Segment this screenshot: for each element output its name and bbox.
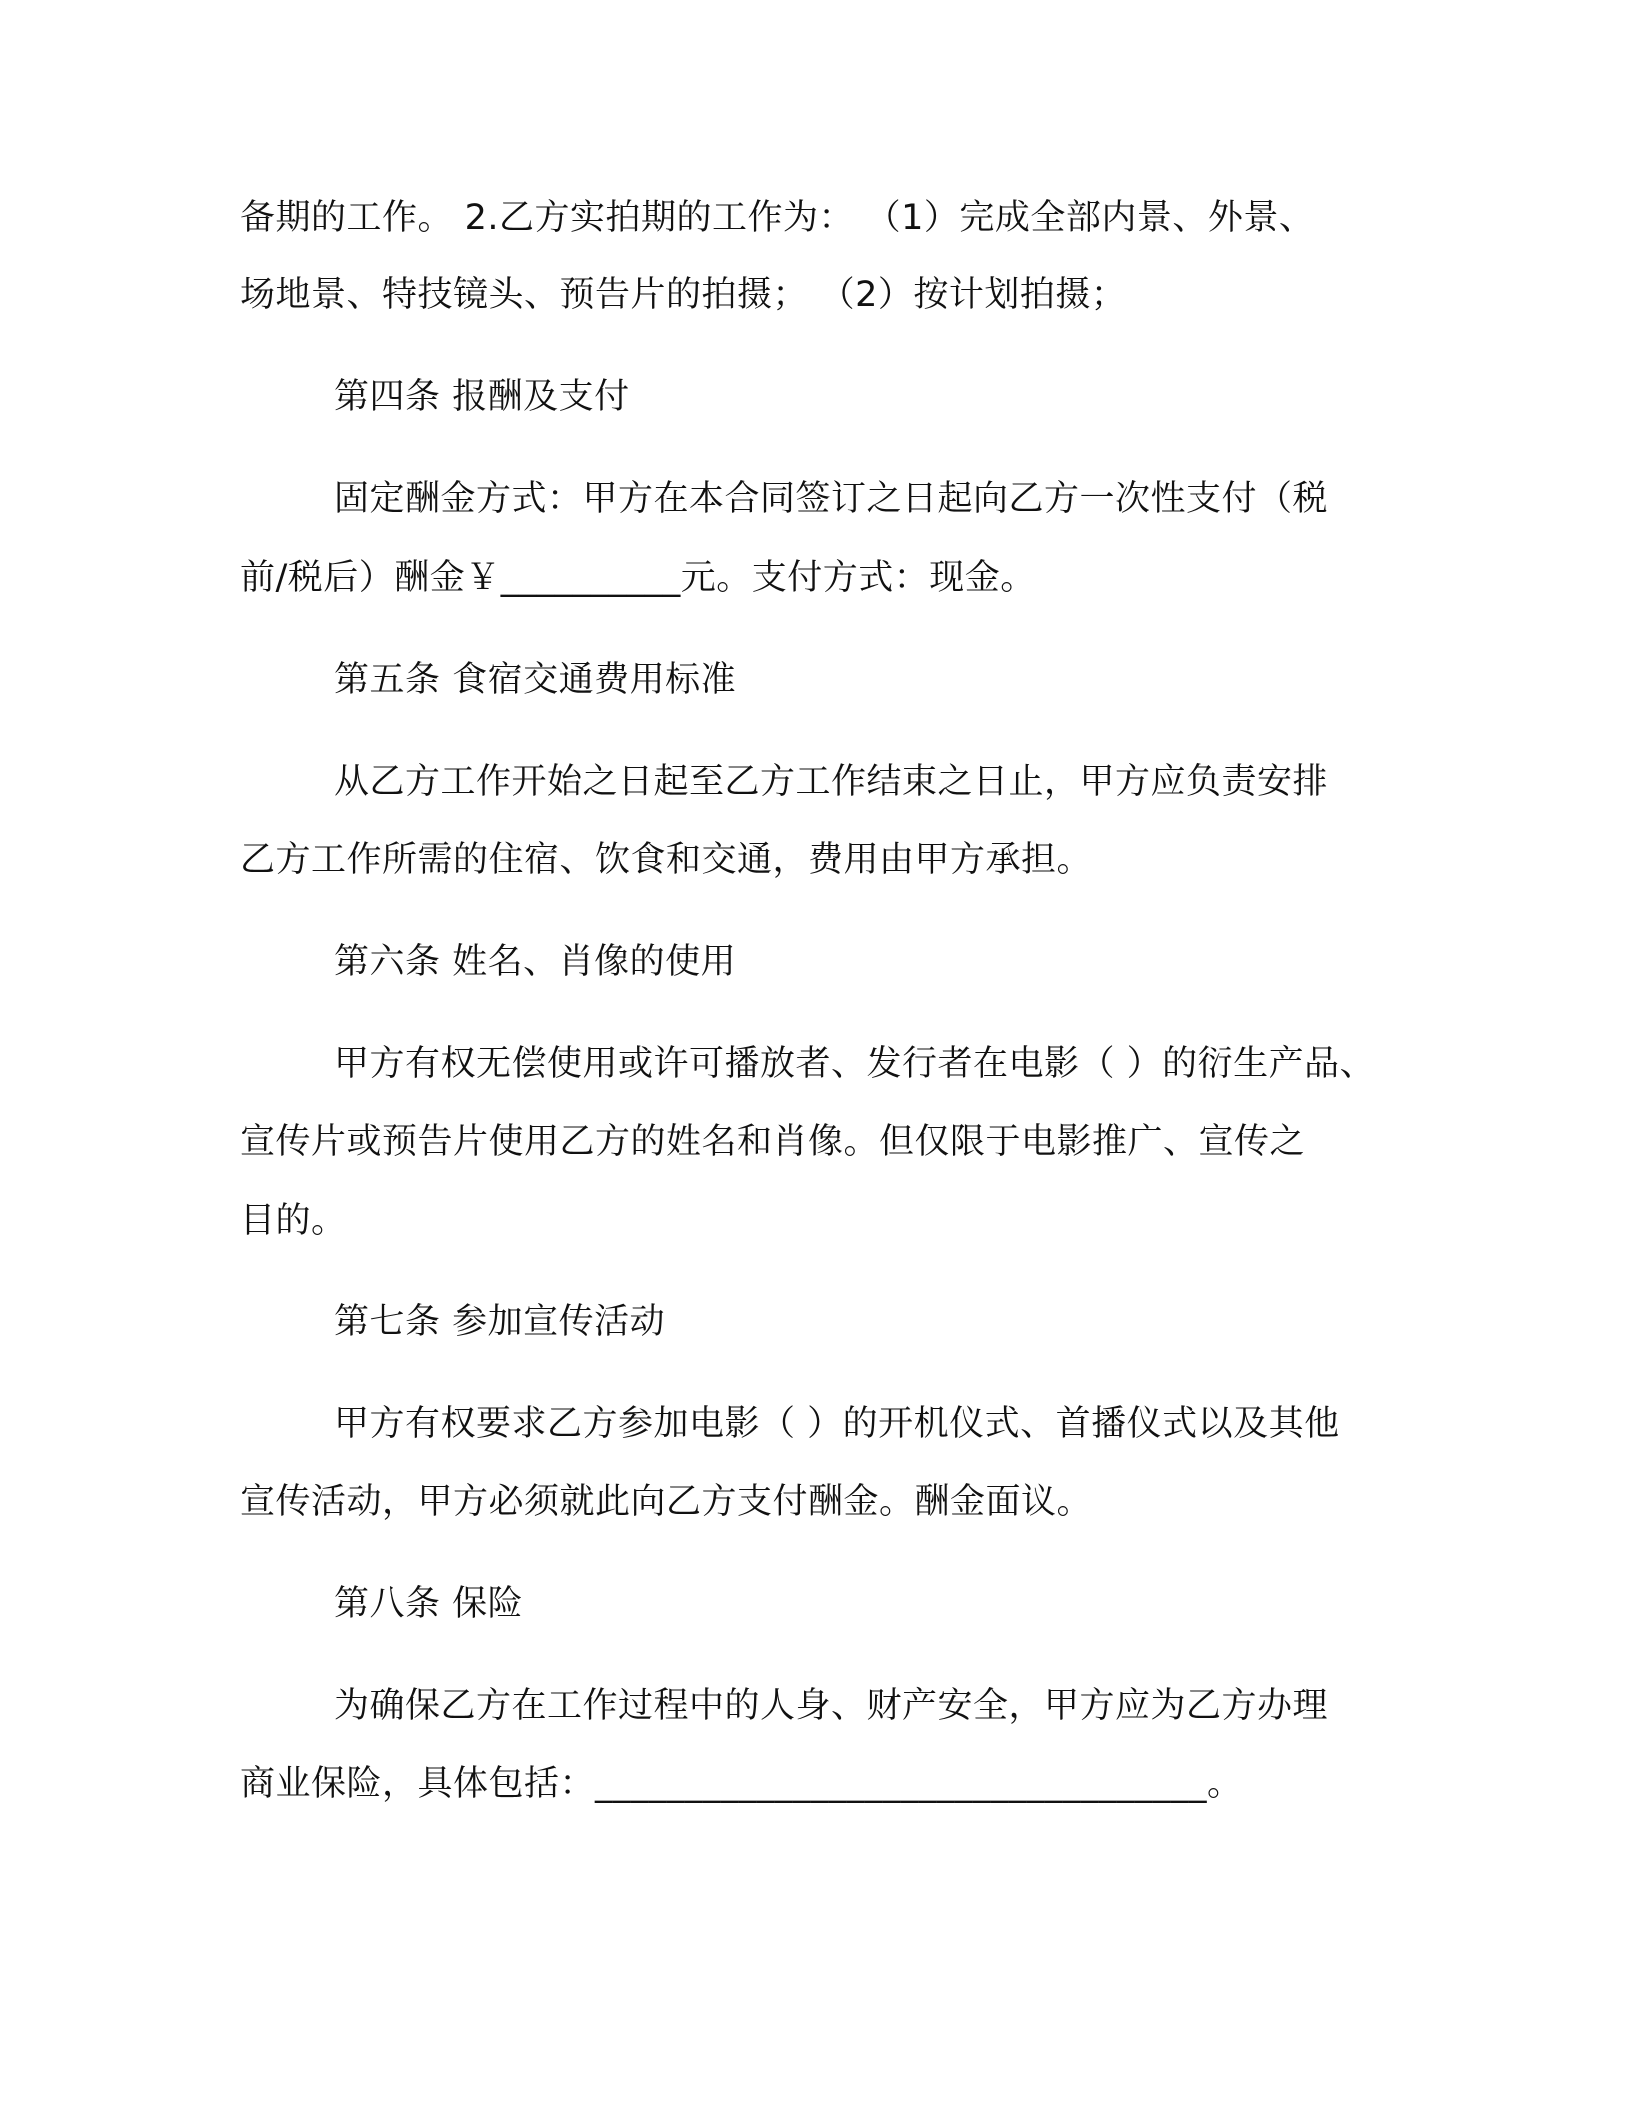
text-line: 备期的工作。 2.乙方实拍期的工作为： （1）完成全部内景、外景、 (240, 198, 1315, 238)
section-8-body-line: 商业保险，具体包括：__________________________________。 (240, 1764, 1243, 1804)
section-heading-4: 第四条 报酬及支付 (334, 377, 630, 417)
section-4-body-line: 固定酬金方式：甲方在本合同签订之日起向乙方一次性支付（税 (334, 479, 1329, 519)
section-4-body-line: 前/税后）酬金￥__________元。支付方式：现金。 (240, 558, 1036, 598)
section-heading-7: 第七条 参加宣传活动 (334, 1302, 666, 1342)
section-5-body-line: 乙方工作所需的住宿、饮食和交通，费用由甲方承担。 (240, 840, 1093, 880)
section-heading-8: 第八条 保险 (334, 1584, 524, 1624)
section-heading-6: 第六条 姓名、肖像的使用 (334, 942, 737, 982)
section-6-body-line: 甲方有权无偿使用或许可播放者、发行者在电影（ ）的衍生产品、 (334, 1044, 1376, 1084)
text-line: 场地景、特技镜头、预告片的拍摄； （2）按计划拍摄； (240, 275, 1127, 315)
section-8-body-line: 为确保乙方在工作过程中的人身、财产安全，甲方应为乙方办理 (334, 1686, 1329, 1726)
section-6-body-line: 目的。 (240, 1201, 347, 1241)
section-5-body-line: 从乙方工作开始之日起至乙方工作结束之日止，甲方应负责安排 (334, 762, 1329, 802)
section-7-body-line: 宣传活动，甲方必须就此向乙方支付酬金。酬金面议。 (240, 1482, 1093, 1522)
section-7-body-line: 甲方有权要求乙方参加电影（ ）的开机仪式、首播仪式以及其他 (334, 1404, 1340, 1444)
section-6-body-line: 宣传片或预告片使用乙方的姓名和肖像。但仅限于电影推广、宣传之 (240, 1122, 1306, 1162)
section-heading-5: 第五条 食宿交通费用标准 (334, 660, 737, 700)
